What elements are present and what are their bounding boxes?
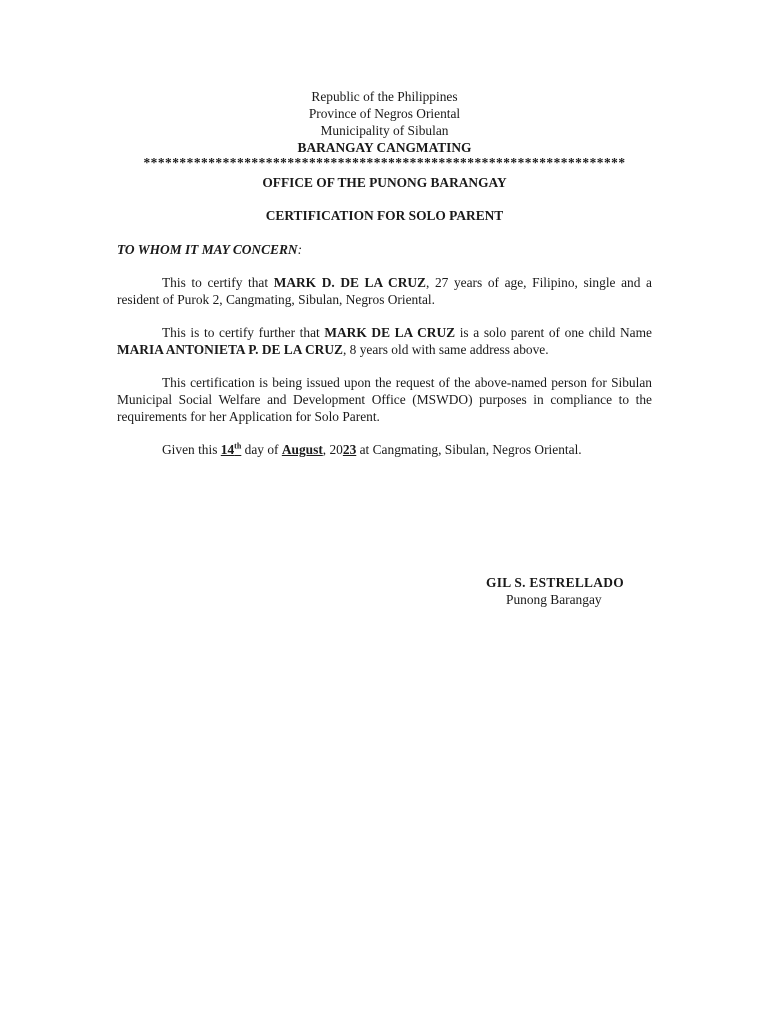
office-line: OFFICE OF THE PUNONG BARANGAY bbox=[262, 175, 507, 190]
signatory-title: Punong Barangay bbox=[506, 592, 602, 607]
p4-year-suffix: 23 bbox=[342, 442, 357, 457]
certificate-page bbox=[117, 88, 652, 458]
letterhead bbox=[117, 88, 652, 191]
p2-name: MARK DE LA CRUZ bbox=[324, 325, 456, 340]
p4-day bbox=[221, 442, 242, 457]
barangay-line: BARANGAY CANGMATING bbox=[297, 140, 472, 155]
paragraph-purpose: This certification is being issued upon the request of the above-named person for Sibulan Municipal Social Welfare and Development Office (MSWDO) purposes in compliance to the requirements for her Application for Solo Parent. bbox=[117, 375, 652, 424]
salutation-text: TO WHOM IT MAY CONCERN bbox=[117, 242, 298, 257]
signatory-name: GIL S. ESTRELLADO bbox=[486, 575, 624, 590]
p4-day-suffix: th bbox=[234, 441, 242, 451]
p2-rest: , 8 years old with same address above. bbox=[342, 342, 549, 357]
republic-line: Republic of the Philippines bbox=[311, 89, 458, 104]
p4-lead: Given this bbox=[162, 442, 221, 457]
p1-lead: This to certify that bbox=[162, 275, 274, 290]
p4-rest: at Cangmating, Sibulan, Negros Oriental. bbox=[356, 442, 582, 457]
p4-mid2: , 20 bbox=[322, 442, 343, 457]
p1-name: MARK D. DE LA CRUZ bbox=[273, 275, 426, 290]
p4-month: August bbox=[281, 442, 323, 457]
paragraph-certify-solo-parent bbox=[117, 324, 652, 358]
p4-day-number: 14 bbox=[220, 442, 235, 457]
salutation-colon: : bbox=[297, 242, 303, 257]
paragraph-given-date bbox=[117, 441, 652, 458]
p1-rest: , 27 years of age, Filipino, single and a resident of Purok 2, Cangmating, Sibulan, Negros Oriental. bbox=[117, 275, 652, 307]
paragraph-certify-resident bbox=[117, 274, 652, 308]
salutation bbox=[117, 241, 652, 258]
p2-lead: This is to certify further that bbox=[162, 325, 325, 340]
signature-block bbox=[486, 574, 656, 608]
province-line: Province of Negros Oriental bbox=[308, 106, 461, 121]
p2-child-name: MARIA ANTONIETA P. DE LA CRUZ bbox=[117, 342, 343, 357]
p4-mid1: day of bbox=[241, 442, 282, 457]
asterisk-separator: ******************************************************************* bbox=[143, 157, 626, 169]
p2-middle: is a solo parent of one child Name bbox=[455, 325, 652, 340]
document-title: CERTIFICATION FOR SOLO PARENT bbox=[265, 208, 504, 223]
municipality-line: Municipality of Sibulan bbox=[320, 123, 449, 138]
